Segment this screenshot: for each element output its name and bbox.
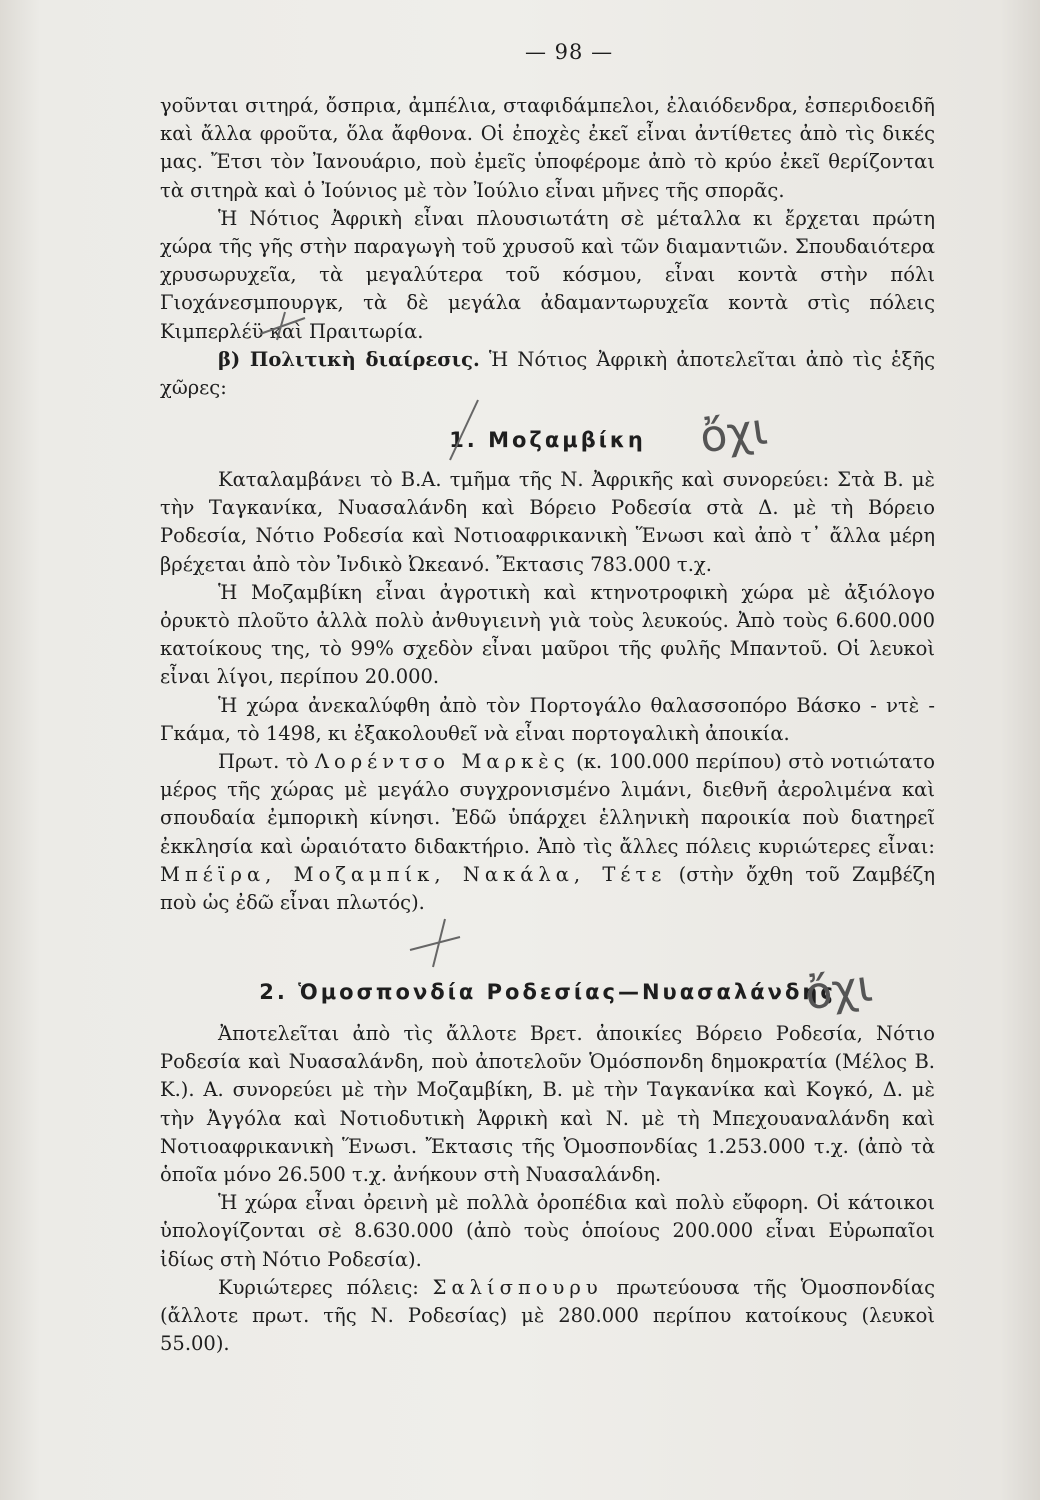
paragraph-mozambique-cities: Πρωτ. τὸ Λορέντσο Μαρκὲς (κ. 100.000 περίπου) στὸ νοτιώτατο μέρος τῆς χώρας μὲ μεγάλο συγχρονισμένο λιμάνι, διεθνῆ ἀερολιμένα καὶ σπουδαία ἐμπορικὴ κίνησι. Ἐδῶ ὑπάρχει ἑλληνικὴ παροικία ποὺ διατηρεῖ ἐκκλησία καὶ ὡραιότατο διδακτήριο. Ἀπὸ τὶς ἄλλες πόλεις κυριώτερες εἶναι: Μπέϊρα, Μοζαμπίκ, Νακάλα, Τέτε (στὴν ὄχθη τοῦ Ζαμβέζη ποὺ ὡς ἐδῶ εἶναι πλωτός). [160,750,936,915]
paragraph-political-division [160,346,935,402]
paragraph-climate: γοῦνται σιτηρά, ὄσπρια, ἀμπέλια, σταφιδάμπελοι, ἐλαιόδενδρα, ἐσπεριδοειδῆ καὶ ἄλλα φροῦτα, ὅλα ἄφθονα. Οἱ ἐποχὲς ἐκεῖ εἶναι ἀντίθετες ἀπὸ τὶς δικές μας. Ἔτσι τὸν Ἰανουάριο, ποὺ ἐμεῖς ὑποφέρομε ἀπὸ τὸ κρύο ἐκεῖ θερίζονται τὰ σιτηρὰ καὶ ὁ Ἰούνιος μὲ τὸν Ἰούλιο εἶναι μῆνες τῆς σπορᾶς. [160,94,935,202]
mozambique-block [160,466,935,917]
heading-mozambique: 1. Μοζαμβίκη [449,428,646,452]
handwritten-annotation-mozambique: ὄχι [696,403,771,464]
paragraph-mozambique-economy: Ἡ Μοζαμβίκη εἶναι ἀγροτικὴ καὶ κτηνοτροφικὴ χώρα μὲ ἀξιόλογο ὀρυκτὸ πλοῦτο ἀλλὰ πολὺ ἀνθυγιεινὴ γιὰ τοὺς λευκούς. Ἀπὸ τοὺς 6.600.000 κατοίκους της, τὸ 99% σχεδὸν εἶναι μαῦροι τῆς φυλῆς Μπαντοῦ. Οἱ λευκοὶ εἶναι λίγοι, περίπου 20.000. [160,580,935,689]
city-lourenco-marques: Λορέντσο Μαρκὲς [314,750,570,774]
pen-tick-mark [255,306,315,346]
paragraph-minerals: Ἡ Νότιος Ἀφρικὴ εἶναι πλουσιωτάτη σὲ μέταλλα κι ἔρχεται πρώτη χώρα τῆς γῆς στὴν παραγωγὴ τοῦ χρυσοῦ καὶ τῶν διαμαντιῶν. Σπουδαιότερα χρυσωρυχεῖα, τὰ μεγαλύτερα τοῦ κόσμου, εἶναι κοντὰ στὴν πόλι Γιοχάνεσμπουργκ, τὰ δὲ μεγάλα ἀδαμαντωρυχεῖα κοντὰ στὶς πόλεις Κιμπερλέϋ καὶ Πραιτωρία. [160,206,935,343]
political-division-text: Ἡ Νότιος Ἀφρικὴ ἀποτελεῖται ἀπὸ τὶς ἑξῆς χῶρες: [160,347,935,400]
paragraph-rhodesia-composition: Ἀποτελεῖται ἀπὸ τὶς ἄλλοτε Βρετ. ἀποικίες Βόρειο Ροδεσία, Νότιο Ροδεσία καὶ Νυασαλάνδη, ποὺ ἀποτελοῦν Ὁμόσπονδη δημοκρατία (Μέλος Β. Κ.). Α. συνορεύει μὲ τὴν Μοζαμβίκη, Β. μὲ τὴν Ταγκανίκα καὶ Κογκό, Δ. μὲ τὴν Ἀγγόλα καὶ Νοτιοδυτικὴ Ἀφρικὴ καὶ Ν. μὲ τὴ Μπεχουαναλάνδη καὶ Νοτιοαφρικανικὴ Ἕνωσι. Ἔκτασις τῆς Ὁμοσπονδίας 1.253.000 τ.χ. (ἀπὸ τὰ ὁποῖα μόνο 26.500 τ.χ. ἀνήκουν στὴ Νυασαλάνδη. [160,1022,935,1187]
paragraph-rhodesia-geography: Ἡ χώρα εἶναι ὀρεινὴ μὲ πολλὰ ὀροπέδια καὶ πολὺ εὔφορη. Οἱ κάτοικοι ὑπολογίζονται σὲ 8.630.000 (ἀπὸ τοὺς ὁποίους 200.000 εἶναι Εὐρωπαῖοι ἰδίως στὴ Νότιο Ροδεσία). [160,1191,935,1271]
subheading-political-division: β) Πολιτικὴ διαίρεσις. [218,347,480,371]
intro-block [160,92,935,402]
pen-tick-mark-2 [405,915,465,970]
paragraph-mozambique-history: Ἡ χώρα ἀνεκαλύφθη ἀπὸ τὸν Πορτογάλο θαλασσοπόρο Βάσκο - ντὲ - Γκάμα, τὸ 1498, κι ἐξακολουθεῖ νὰ εἶναι πορτογαλικὴ ἀποικία. [160,693,935,745]
city-salisbury: Σαλίσπουρυ [432,1275,603,1299]
rhodesia-block [160,1020,935,1358]
paragraph-mozambique-borders: Καταλαμβάνει τὸ Β.Α. τμῆμα τῆς Ν. Ἀφρικῆς καὶ συνορεύει: Στὰ Β. μὲ τὴν Ταγκανίκα, Νυασαλάνδη καὶ Βόρειο Ροδεσία στὰ Δ. μὲ τὴ Βόρειο Ροδεσία, Νότιο Ροδεσία καὶ Νοτιοαφρικανικὴ Ἕνωσι καὶ ἀπὸ τ᾿ ἄλλα μέρη βρέχεται ἀπὸ τὸν Ἰνδικὸ Ὠκεανό. Ἔκτασις 783.000 τ.χ. [160,468,935,576]
heading-rhodesia-nyasaland: 2. Ὁμοσπονδία Ροδεσίας—Νυασαλάνδης [259,980,836,1004]
paragraph-rhodesia-cities: Κυριώτερες πόλεις: Σαλίσπουρυ πρωτεύουσα τῆς Ὁμοσπονδίας (ἄλλοτε πρωτ. τῆς Ν. Ροδεσίας) μὲ 280.000 περίπου κατοίκους (λευκοὶ 55.00). [160,1275,935,1356]
handwritten-annotation-rhodesia: ὄχι [801,960,876,1021]
pen-slash-mark [440,395,490,465]
other-cities-list: Μπέϊρα, Μοζαμπίκ, Νακάλα, Τέτε [160,862,667,886]
page-number: — 98 — [525,40,614,64]
